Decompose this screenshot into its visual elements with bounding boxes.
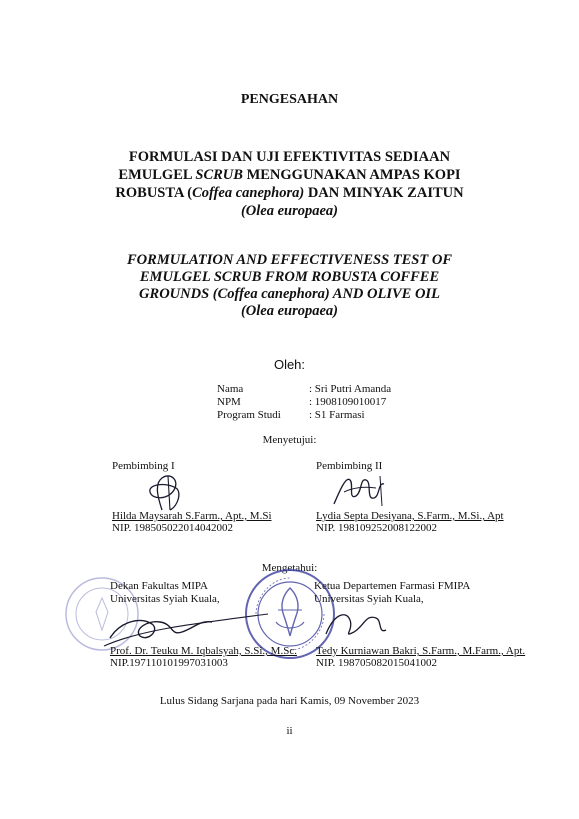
advisor2-role: Pembimbing II [316,460,383,472]
mengetahui-label: Mengetahui: [261,562,318,574]
dean-name: Prof. Dr. Teuku M. Iqbalsyah, S.Si., M.Sc. [110,645,297,657]
title-id-line4: (Olea europaea) [240,203,339,219]
title-en-line4: (Olea europaea) [240,303,339,319]
info-label: Program Studi [217,409,281,421]
head-name: Tedy Kurniawan Bakri, S.Farm., M.Farm., Apt. [316,645,526,657]
info-value: : Sri Putri Amanda [309,383,392,395]
advisor2-signature [330,470,390,510]
advisor2-nip: NIP. 198109252008122002 [316,522,438,534]
advisor2-name: Lydia Septa Desiyana, S.Farm., M.Si., Apt [316,510,504,522]
dean-role-line1: Dekan Fakultas MIPA [110,580,208,592]
info-row-name [217,383,391,395]
page-number: ii [286,725,293,737]
page-heading: PENGESAHAN [240,92,339,107]
title-en-line3: GROUNDS (Coffea canephora) AND OLIVE OIL [139,286,440,302]
advisor1-name: Hilda Maysarah S.Farm., Apt., M.Si [112,510,272,522]
dean-role-line2: Universitas Syiah Kuala, [110,593,220,605]
title-id-line3: ROBUSTA (Coffea canephora) DAN MINYAK ZAITUN [115,185,464,201]
advisor1-nip: NIP. 198505022014042002 [112,522,234,534]
menyetujui-label: Menyetujui: [262,434,317,446]
oleh-label: Oleh: [273,357,306,372]
graduation-statement: Lulus Sidang Sarjana pada hari Kamis, 09 November 2023 [159,695,420,707]
info-label: Nama [217,383,244,395]
info-row-npm [217,396,386,408]
head-role-line1: Ketua Departemen Farmasi FMIPA [314,580,471,592]
advisor1-role: Pembimbing I [112,460,175,472]
head-nip: NIP. 198705082015041002 [316,657,438,669]
info-value: : 1908109010017 [309,396,387,408]
advisor1-signature [140,470,200,512]
info-value: : S1 Farmasi [309,409,365,421]
title-en-line2: EMULGEL SCRUB FROM ROBUSTA COFFEE [139,269,440,285]
head-signature [320,604,390,644]
title-id-line1: FORMULASI DAN UJI EFEKTIVITAS SEDIAAN [128,149,451,165]
head-role-line2: Universitas Syiah Kuala, [314,593,424,605]
info-label: NPM [217,396,241,408]
title-english [0,252,579,320]
title-en-line1: FORMULATION AND EFFECTIVENESS TEST OF [127,252,452,268]
title-indonesian [0,148,579,220]
dean-nip: NIP.197110101997031003 [110,657,228,669]
title-id-line2: EMULGEL SCRUB MENGGUNAKAN AMPAS KOPI [118,167,461,183]
info-row-program [217,409,365,421]
